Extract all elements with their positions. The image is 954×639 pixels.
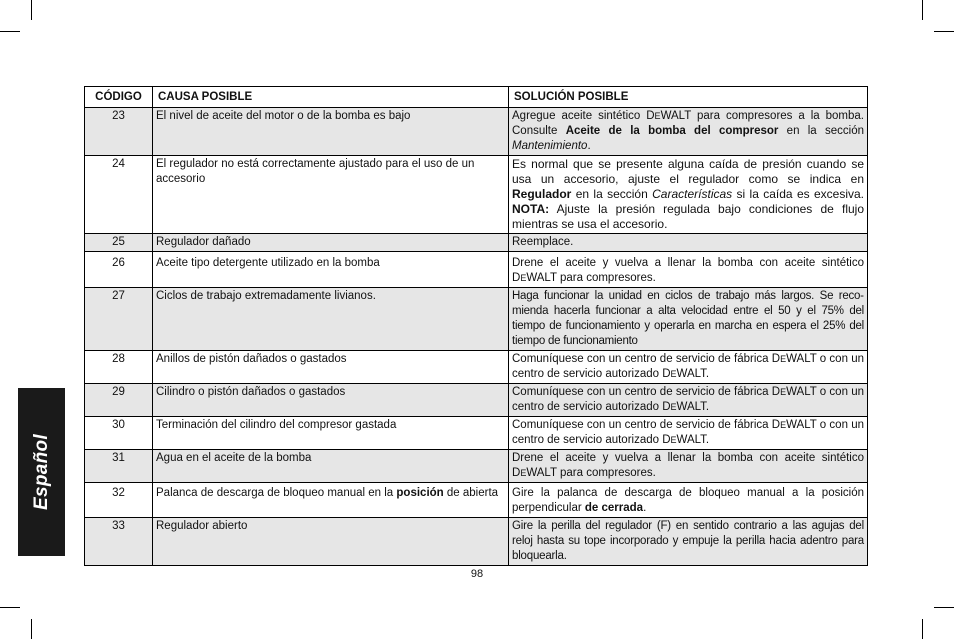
row-code: 31 bbox=[85, 450, 153, 483]
row-code: 33 bbox=[85, 518, 153, 566]
row-code: 25 bbox=[85, 234, 153, 252]
row-code: 30 bbox=[85, 417, 153, 450]
table-row bbox=[85, 518, 868, 566]
row-cause: Anillos de pistón dañados o gastados bbox=[153, 351, 509, 384]
table-row bbox=[85, 234, 868, 252]
troubleshooting-table bbox=[84, 86, 868, 566]
table-row bbox=[85, 450, 868, 483]
row-code: 24 bbox=[85, 156, 153, 234]
row-cause: Regulador dañado bbox=[153, 234, 509, 252]
row-solution: Gire la perilla del regulador (F) en sentido contrario a las agujas del reloj hasta su tope incorporado y empuje la perilla hacia adentro para bloquearla. bbox=[509, 518, 868, 566]
language-label: Español bbox=[30, 433, 52, 511]
row-code: 29 bbox=[85, 384, 153, 417]
crop-mark bbox=[31, 619, 32, 639]
row-solution: Es normal que se presente alguna caída de presión cuando se usa un accesorio, ajuste el regulador como se indica en Regulador en la sección Características si la caída es excesiva. NOTA: Ajuste la presión regulada bajo condiciones de flujo mientras se usa el accesorio. bbox=[509, 156, 868, 234]
row-cause: Cilindro o pistón dañados o gastados bbox=[153, 384, 509, 417]
row-cause: Regulador abierto bbox=[153, 518, 509, 566]
crop-mark bbox=[934, 31, 954, 32]
row-cause: El regulador no está correctamente ajustado para el uso de un accesorio bbox=[153, 156, 509, 234]
row-cause: Terminación del cilindro del compresor gastada bbox=[153, 417, 509, 450]
row-cause: El nivel de aceite del motor o de la bomba es bajo bbox=[153, 108, 509, 156]
table-row bbox=[85, 483, 868, 518]
table-row bbox=[85, 288, 868, 351]
row-cause: Palanca de descarga de bloqueo manual en la posición de abierta bbox=[153, 483, 509, 518]
table-row bbox=[85, 351, 868, 384]
row-cause: Ciclos de trabajo extremadamente livianos. bbox=[153, 288, 509, 351]
table-row bbox=[85, 108, 868, 156]
crop-mark bbox=[0, 31, 20, 32]
row-cause: Aceite tipo detergente utilizado en la bomba bbox=[153, 252, 509, 288]
language-side-tab bbox=[18, 388, 65, 556]
row-code: 28 bbox=[85, 351, 153, 384]
row-cause: Agua en el aceite de la bomba bbox=[153, 450, 509, 483]
row-solution: Reemplace. bbox=[509, 234, 868, 252]
row-code: 32 bbox=[85, 483, 153, 518]
row-code: 27 bbox=[85, 288, 153, 351]
row-solution: Haga funcionar la unidad en ciclos de trabajo más largos. Se recomienda hacerla funcionar a alta velocidad entre el 50 y el 75% del tiempo de funcionamiento y operarla en marcha en espera el 25% del tiempo de funcionamiento bbox=[509, 288, 868, 351]
row-code: 23 bbox=[85, 108, 153, 156]
table-header-row bbox=[85, 87, 868, 108]
row-solution: Agregue aceite sintético DEWALT para compresores a la bomba. Consulte Aceite de la bomba del compresor en la sección Mantenimiento. bbox=[509, 108, 868, 156]
row-solution: Comuníquese con un centro de servicio de fábrica DEWALT o con un centro de servicio autorizado DEWALT. bbox=[509, 351, 868, 384]
crop-mark bbox=[934, 607, 954, 608]
row-solution: Comuníquese con un centro de servicio de fábrica DEWALT o con un centro de servicio autorizado DEWALT. bbox=[509, 384, 868, 417]
header-solution: SOLUCIÓN POSIBLE bbox=[509, 87, 868, 108]
table-row bbox=[85, 156, 868, 234]
table-row bbox=[85, 384, 868, 417]
page-number: 98 bbox=[470, 568, 484, 580]
crop-mark bbox=[922, 0, 923, 20]
crop-mark bbox=[31, 0, 32, 20]
row-solution: Drene el aceite y vuelva a llenar la bomba con aceite sintético DEWALT para compresores. bbox=[509, 450, 868, 483]
row-solution: Drene el aceite y vuelva a llenar la bomba con aceite sintético DEWALT para compresores. bbox=[509, 252, 868, 288]
row-solution: Comuníquese con un centro de servicio de fábrica DEWALT o con un centro de servicio autorizado DEWALT. bbox=[509, 417, 868, 450]
header-cause: CAUSA POSIBLE bbox=[153, 87, 509, 108]
header-code: CÓDIGO bbox=[85, 87, 153, 108]
row-code: 26 bbox=[85, 252, 153, 288]
crop-mark bbox=[0, 607, 20, 608]
crop-mark bbox=[922, 619, 923, 639]
row-solution: Gire la palanca de descarga de bloqueo manual a la posición perpendicular de cerrada. bbox=[509, 483, 868, 518]
table-row bbox=[85, 252, 868, 288]
table-row bbox=[85, 417, 868, 450]
